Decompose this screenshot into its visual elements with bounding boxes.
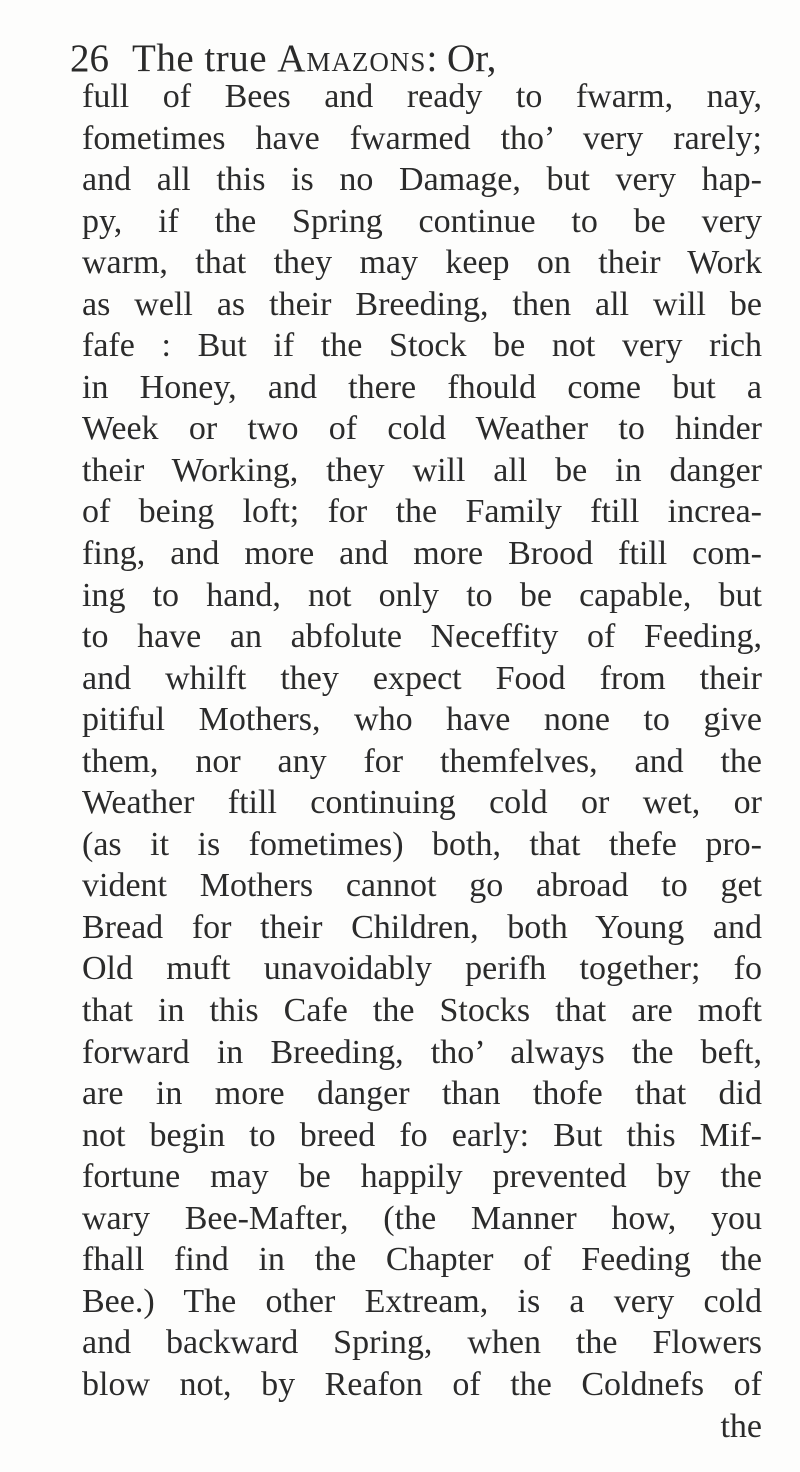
text-line: forward in Breeding, tho’ always the beft, bbox=[82, 1033, 762, 1071]
text-line: py, if the Spring continue to be very bbox=[82, 202, 762, 240]
text-line: and backward Spring, when the Flowers bbox=[82, 1324, 762, 1362]
text-line: are in more danger than thofe that did bbox=[82, 1075, 762, 1113]
text-line: and all this is no Damage, but very hap- bbox=[82, 161, 762, 199]
text-line: Week or two of cold Weather to hinder bbox=[82, 410, 762, 448]
running-title-smallcaps: Amazons bbox=[277, 37, 427, 80]
text-line: Weather ftill continuing cold or wet, or bbox=[82, 784, 762, 822]
text-line: Bread for their Children, both Young and bbox=[82, 908, 762, 946]
text-line: that in this Cafe the Stocks that are moft bbox=[82, 992, 762, 1030]
text-line: pitiful Mothers, who have none to give bbox=[82, 701, 762, 739]
text-line: blow not, by Reafon of the Coldnefs of bbox=[82, 1365, 762, 1403]
text-line: fafe : But if the Stock be not very rich bbox=[82, 327, 762, 365]
text-line: warm, that they may keep on their Work bbox=[82, 244, 762, 282]
text-line: vident Mothers cannot go abroad to get bbox=[82, 867, 762, 905]
text-line: fortune may be happily prevented by the bbox=[82, 1158, 762, 1196]
text-line: to have an abfolute Neceffity of Feeding, bbox=[82, 618, 762, 656]
text-line: them, nor any for themfelves, and the bbox=[82, 742, 762, 780]
running-title-lead: The true bbox=[132, 37, 278, 80]
text-line: not begin to breed fo early: But this Mif- bbox=[82, 1116, 762, 1154]
text-line: fhall find in the Chapter of Feeding the bbox=[82, 1241, 762, 1279]
text-line: full of Bees and ready to fwarm, nay, bbox=[82, 78, 762, 115]
page-number: 26 bbox=[70, 37, 109, 80]
text-line: Bee.) The other Extream, is a very cold bbox=[82, 1282, 762, 1320]
text-line: Old muft unavoidably perifh together; fo bbox=[82, 950, 762, 988]
text-line: fing, and more and more Brood ftill com- bbox=[82, 535, 762, 573]
catchword: the bbox=[720, 1407, 762, 1445]
text-line: as well as their Breeding, then all will be bbox=[82, 285, 762, 323]
text-line: wary Bee-Mafter, (the Manner how, you bbox=[82, 1199, 762, 1237]
body-text bbox=[82, 76, 762, 1447]
text-line: and whilft they expect Food from their bbox=[82, 659, 762, 697]
text-line: in Honey, and there fhould come but a bbox=[82, 368, 762, 406]
text-line: of being loft; for the Family ftill increa- bbox=[82, 493, 762, 531]
text-line: (as it is fometimes) both, that thefe pro- bbox=[82, 825, 762, 863]
running-title-tail: : Or, bbox=[426, 37, 497, 80]
text-line: ing to hand, not only to be capable, but bbox=[82, 576, 762, 614]
text-line: their Working, they will all be in danger bbox=[82, 451, 762, 489]
text-line: fometimes have fwarmed tho’ very rarely; bbox=[82, 119, 762, 157]
